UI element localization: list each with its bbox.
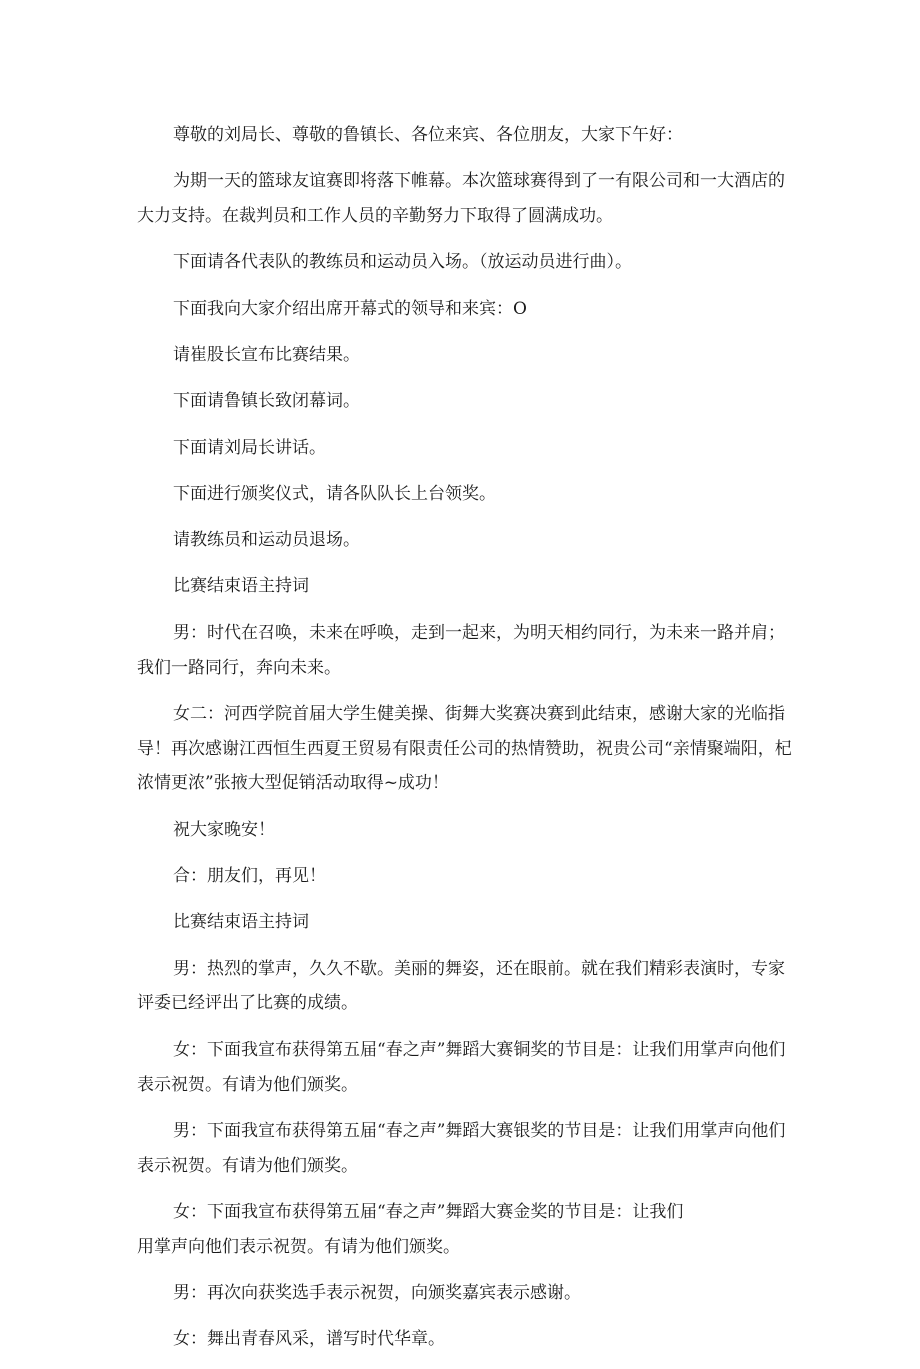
paragraph-thanks: 男：再次向获奖选手表示祝贺，向颁奖嘉宾表示感谢。 [173, 1283, 581, 1304]
paragraph-director-speech: 下面请刘局长讲话。 [173, 437, 326, 458]
paragraph-announce-results: 请崔股长宣布比赛结果。 [173, 344, 360, 365]
paragraph-entrance: 下面请各代表队的教练员和运动员入场。（放运动员进行曲）。 [173, 252, 632, 273]
document-page [137, 118, 797, 1369]
paragraph-silver-award: 男：下面我宣布获得第五届“春之声”舞蹈大赛银奖的节目是：让我们用掌声向他们表示祝贺。有请为他们颁奖。 [137, 1120, 786, 1176]
section-heading-2: 比赛结束语主持词 [173, 912, 309, 933]
paragraph-gold-award-continued: 用掌声向他们表示祝贺。有请为他们颁奖。 [137, 1236, 460, 1257]
paragraph-closing-line: 女：舞出青春风采，谱写时代华章。 [173, 1329, 445, 1350]
paragraph-bronze-award: 女：下面我宣布获得第五届“春之声”舞蹈大赛铜奖的节目是：让我们用掌声向他们表示祝贺。有请为他们颁奖。 [137, 1039, 786, 1095]
paragraph-good-night: 祝大家晚安！ [173, 819, 275, 840]
paragraph-closing-speech: 下面请鲁镇长致闭幕词。 [173, 391, 360, 412]
paragraph-introduce-guests: 下面我向大家介绍出席开幕式的领导和来宾：O [173, 298, 527, 319]
paragraph-intro: 为期一天的篮球友谊赛即将落下帷幕。本次篮球赛得到了一有限公司和一大酒店的大力支持。在裁判员和工作人员的辛勤努力下取得了圆满成功。 [137, 171, 785, 227]
paragraph-female-2: 女二：河西学院首届大学生健美操、街舞大奖赛决赛到此结束，感谢大家的光临指导！再次感谢江西恒生西夏王贸易有限责任公司的热情赞助，祝贵公司“亲情聚端阳，杞浓情更浓”张掖大型促销活动取得~成功！ [137, 703, 792, 794]
paragraph-together-goodbye: 合：朋友们，再见！ [173, 866, 326, 887]
paragraph-greeting: 尊敬的刘局长、尊敬的鲁镇长、各位来宾、各位朋友，大家下午好： [173, 125, 683, 145]
paragraph-gold-award: 女：下面我宣布获得第五届“春之声”舞蹈大赛金奖的节目是：让我们 [173, 1201, 684, 1222]
paragraph-award-ceremony: 下面进行颁奖仪式，请各队队长上台领奖。 [173, 483, 496, 504]
paragraph-exit: 请教练员和运动员退场。 [173, 530, 360, 551]
section-heading-1: 比赛结束语主持词 [173, 576, 309, 597]
paragraph-male-applause: 男：热烈的掌声，久久不歇。美丽的舞姿，还在眼前。就在我们精彩表演时，专家评委已经评出了比赛的成绩。 [137, 958, 785, 1014]
paragraph-male-1: 男：时代在召唤，未来在呼唤，走到一起来，为明天相约同行，为未来一路并肩；我们一路同行，奔向未来。 [137, 622, 785, 678]
